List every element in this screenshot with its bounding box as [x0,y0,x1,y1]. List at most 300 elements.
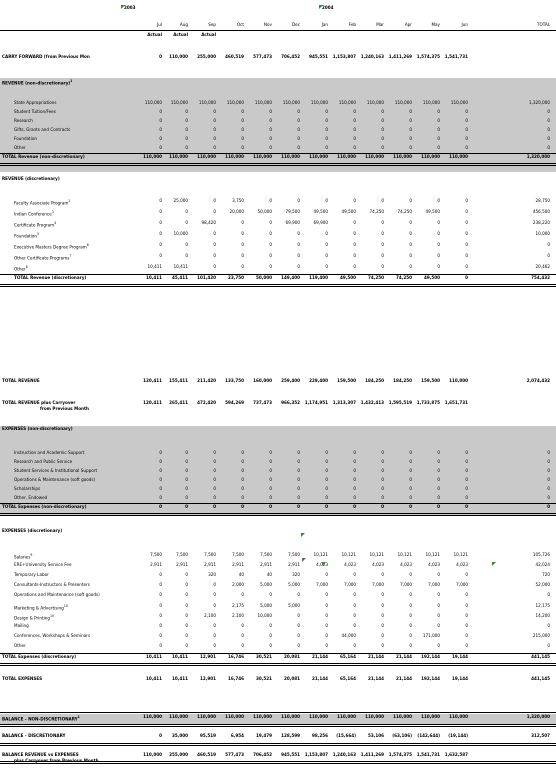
cell-jan: 0 [325,264,328,270]
month-header-may: May [431,23,440,28]
cell-mar: 1,240,163 [360,54,384,60]
cell-aug: 155,411 [169,378,188,384]
cell-jun: 1,651,731 [444,400,468,406]
cell-total: 0 [547,477,550,483]
cell-oct: 0 [241,486,244,492]
cell-total: 0 [547,495,550,501]
row-label [14,277,86,282]
year-2003: 2003 [124,6,136,11]
cell-sep: 0 [213,593,216,599]
month-header-mar: Mar [376,23,384,28]
cell-total: 312,507 [531,733,550,739]
cell-mar: 0 [381,634,384,640]
cell-jul: 0 [159,504,162,510]
cell-apr: 7,000 [400,583,412,589]
cell-total: 28,750 [535,198,550,204]
double-rule [0,163,556,166]
cell-oct: 0 [241,504,244,510]
cell-jun: 0 [465,450,468,456]
cell-nov: 110,000 [254,100,272,106]
cell-dec: 966,352 [281,400,300,406]
footnote-marker: 10 [63,603,68,608]
cell-jun: 0 [465,623,468,629]
cell-aug: 10,411 [173,264,188,270]
cell-may: 0 [437,253,440,259]
cell-nov: 30,521 [256,676,272,682]
cell-apr: 0 [409,486,412,492]
cell-oct: 2,000 [232,583,244,589]
row-label [14,138,37,143]
cell-mar: 0 [381,477,384,483]
cell-apr: 21,144 [396,654,412,660]
cell-nov: 110,000 [253,714,272,720]
footnote-marker: 3 [51,209,54,214]
cell-apr: 0 [409,459,412,465]
row-label [14,594,100,599]
cell-apr: 1,411,269 [388,54,412,60]
cell-feb: 0 [353,231,356,237]
cell-total: 12,175 [535,603,550,609]
cell-dec: 0 [297,504,300,510]
section-total-row [0,275,556,284]
cell-jan: 110,000 [310,100,328,106]
cell-dec: 320 [292,572,300,578]
double-rule [0,743,556,746]
balance-discretionary-row [0,733,556,742]
cell-mar: 0 [381,593,384,599]
cell-jul: 0 [159,593,162,599]
cell-jan: 119,400 [309,275,328,281]
cell-jan: 0 [325,593,328,599]
row-label-text: Other Certificate Programs [14,256,70,262]
cell-jun: 0 [465,264,468,270]
cell-mar: 7,000 [372,583,384,589]
cell-aug: 0 [185,242,188,248]
cell-sep: 0 [213,583,216,589]
cell-feb: 159,500 [337,378,356,384]
cell-aug: 0 [185,486,188,492]
cell-aug: 35,000 [172,733,188,739]
cell-apr: 0 [409,572,412,578]
cell-oct: 110,000 [225,154,244,160]
section-total-row [0,154,556,163]
row-label-text: Other [14,267,26,273]
cell-jan: 4,023 [316,562,328,568]
cell-jun: 10,121 [453,552,468,558]
cell-apr: 0 [409,136,412,142]
footnote-marker: 1 [70,78,73,83]
cell-jun: 0 [465,644,468,650]
row-label-text: Gifts, Grants and Contracts [14,127,71,133]
cell-total: 441,145 [531,654,550,660]
row-label-text: Indian Conference [14,212,52,218]
cell-total: 215,000 [532,634,550,640]
cell-jan: 0 [325,644,328,650]
month-header-jan: Jan [321,23,328,28]
cell-mar: 0 [381,264,384,270]
cell-jul: 0 [159,459,162,465]
cell-jul: 0 [159,54,162,60]
cell-feb: 65,164 [340,676,356,682]
cell-apr: 110,000 [393,714,412,720]
cell-nov: 0 [269,109,272,115]
row-label-text: Executive Masters Degree Program [14,245,87,251]
cell-aug: 0 [185,109,188,115]
cell-apr: 0 [409,468,412,474]
cell-jun: 0 [465,613,468,619]
row-label-text: Operations and Maintenance (soft goods) [14,593,100,599]
cell-jan: 21,144 [312,676,328,682]
section-total-row [0,654,556,663]
cell-aug: 0 [185,477,188,483]
cell-may: 0 [437,242,440,248]
cell-jun: 110,000 [449,714,468,720]
cell-feb: 0 [353,118,356,124]
cell-dec: 128,599 [281,733,300,739]
cell-mar: 0 [381,572,384,578]
cell-jun: 1,541,731 [444,54,468,60]
cell-jul: 0 [159,644,162,650]
line-item-row [0,572,556,581]
cell-jul: 110,000 [143,714,162,720]
row-label-text: Scholarships [14,486,41,492]
cell-sep: 211,420 [197,378,216,384]
cell-jan: 10,121 [313,552,328,558]
cell-comment-marker [319,5,323,9]
cell-jun: 0 [465,572,468,578]
cell-mar: 184,250 [365,378,384,384]
row-label-secondary: from Previous Month [40,407,89,412]
cell-jul: 0 [159,572,162,578]
cell-sep: 101,420 [197,275,216,281]
cell-feb: 0 [353,644,356,650]
cell-dec: 259,400 [281,378,300,384]
cell-may: 10,121 [425,552,440,558]
double-rule [0,513,556,516]
cell-nov: 50,000 [257,209,272,215]
cell-oct: 2,100 [232,613,244,619]
cell-sep: 0 [213,495,216,501]
cell-dec: 0 [297,623,300,629]
cell-aug: 45,411 [172,275,188,281]
cell-aug: 0 [185,209,188,215]
cell-jul: 0 [159,477,162,483]
cell-mar: 0 [381,109,384,115]
cell-apr: 0 [409,145,412,151]
line-item-row [0,477,556,486]
cell-nov: 40 [266,572,272,578]
cell-apr: 0 [409,242,412,248]
cell-jan: 0 [325,477,328,483]
cell-aug: 255,000 [169,752,188,758]
row-label [14,461,72,466]
row-label-text: Salaries [14,555,31,561]
cell-aug: 110,000 [169,154,188,160]
cell-jan: 0 [325,198,328,204]
row-label-text: Mailing [14,623,29,629]
cell-total: 0 [547,450,550,456]
line-item-row [0,136,556,145]
cell-sep: 0 [213,634,216,640]
cell-oct: 16,746 [228,654,244,660]
cell-mar: 21,144 [368,676,384,682]
cell-jun: 0 [465,209,468,215]
cell-nov: 0 [269,253,272,259]
cell-jul: 10,411 [147,264,162,270]
cell-dec: 0 [297,477,300,483]
cell-oct: 0 [241,136,244,142]
month-header-oct: Oct [236,23,244,28]
cell-jan: 0 [325,127,328,133]
cell-jul: 0 [159,109,162,115]
line-item-row [0,634,556,643]
row-label [2,80,72,87]
cell-total: 0 [547,459,550,465]
row-label-text: Design & Printing [14,616,51,622]
cell-nov: 0 [269,459,272,465]
section-title [0,78,556,87]
row-label-text: TOTAL Revenue (discretionary) [14,275,87,281]
cell-apr: 0 [409,264,412,270]
cell-aug: 0 [185,603,188,609]
row-label-text: CARRY FORWARD (from Previous Mon [2,54,90,60]
month-header-dec: Dec [292,23,300,28]
cell-may: 4,023 [428,562,440,568]
cell-dec: 110,000 [281,714,300,720]
row-label [14,147,26,152]
cell-oct: 40 [238,572,244,578]
cell-nov: 30,521 [256,654,272,660]
cell-mar: 74,250 [368,275,384,281]
cell-total: 456,500 [532,209,550,215]
cell-feb: 0 [353,109,356,115]
cell-apr: 0 [409,593,412,599]
cell-feb: 110,000 [338,100,356,106]
cell-mar: 0 [381,459,384,465]
cell-jan: 229,400 [309,378,328,384]
cell-oct: 460,519 [225,54,244,60]
cell-apr: 0 [409,118,412,124]
month-header-aug: Aug [179,23,188,28]
balance-nondiscretionary-row [0,714,556,724]
cell-total: 2,074,432 [526,378,550,384]
cell-total: 0 [547,127,550,133]
cell-sep: 0 [213,264,216,270]
cell-aug: 10,411 [172,676,188,682]
cell-feb: 1,313,307 [332,400,356,406]
cell-apr: 110,000 [393,154,412,160]
cell-aug: 0 [185,593,188,599]
cell-may: 159,500 [421,378,440,384]
row-label-text: EXPENSES (non-discretionary) [2,426,73,432]
cell-total: 0 [547,136,550,142]
cell-feb: 0 [353,459,356,465]
cell-aug: 0 [185,583,188,589]
cell-may: 49,500 [424,275,440,281]
cell-dec: 20,081 [284,654,300,660]
cell-nov: 0 [269,450,272,456]
cell-oct: 2,175 [232,603,244,609]
cell-may: 1,574,375 [416,54,440,60]
cell-jan: 0 [325,603,328,609]
cell-feb: 0 [353,127,356,133]
cell-oct: 110,000 [225,714,244,720]
cell-oct: 594,269 [225,400,244,406]
cell-oct: 16,746 [228,676,244,682]
row-label [14,266,28,273]
cell-jan: 0 [325,118,328,124]
cell-total: 238,220 [532,220,550,226]
double-rule [0,724,556,727]
cell-dec: 945,551 [281,752,300,758]
cell-feb: 0 [353,198,356,204]
row-label-text: REVENUE (discretionary) [2,176,60,182]
section-title [0,528,556,537]
footnote-marker: 7 [69,253,72,258]
cell-total: 0 [547,504,550,510]
cell-mar: 74,250 [369,209,384,215]
row-label-text: TOTAL Expenses (non-discretionary) [2,504,87,510]
cell-jun: 0 [465,127,468,133]
cell-nov: 0 [269,593,272,599]
cell-aug: 110,000 [170,100,188,106]
cell-dec: 0 [297,242,300,248]
cell-oct: 0 [241,623,244,629]
cell-may: 7,000 [428,583,440,589]
cell-jul: 0 [159,198,162,204]
cell-jan: 7,000 [316,583,328,589]
cell-mar: 0 [381,468,384,474]
cell-jul: 0 [159,583,162,589]
cell-oct: 6,954 [230,733,244,739]
cell-jun: 0 [465,198,468,204]
row-label-text: Consultants-Instructors & Presenters [14,583,90,589]
line-item-row [0,450,556,459]
cell-jul: 110,000 [143,154,162,160]
cell-mar: 0 [381,504,384,510]
line-item-row [0,220,556,229]
month-header-jul: Jul [157,23,162,28]
cell-aug: 110,000 [169,54,188,60]
cell-jan: 0 [325,459,328,465]
section-title [0,426,556,435]
cell-mar: 10,121 [369,552,384,558]
cell-aug: 110,000 [169,714,188,720]
cell-jan: 21,144 [312,654,328,660]
section-title [0,176,556,185]
cell-oct: 7,500 [232,552,244,558]
cell-feb: 10,121 [341,552,356,558]
line-item-row [0,623,556,632]
cell-nov: 0 [269,495,272,501]
cell-jun: 110,000 [450,100,468,106]
cell-jun: 4,023 [456,562,468,568]
line-item-row [0,459,556,468]
cell-apr: 0 [409,613,412,619]
cell-dec: 0 [297,450,300,456]
cell-sep: 110,000 [197,714,216,720]
cell-may: 0 [437,572,440,578]
cell-sep: 0 [213,644,216,650]
row-label-text: Other, Endowed [14,495,48,501]
cell-feb: 110,000 [337,154,356,160]
cell-jun: 0 [465,634,468,640]
cell-total: 0 [547,145,550,151]
cell-jan: 0 [325,468,328,474]
cell-dec: 0 [297,198,300,204]
cell-feb: 0 [353,486,356,492]
cell-jul: 110,000 [143,752,162,758]
cell-mar: 0 [381,145,384,151]
cell-oct: 0 [241,109,244,115]
footnote-marker: 9 [30,552,33,557]
cell-apr: 0 [409,634,412,640]
cell-jan: 0 [325,504,328,510]
cell-comment-marker [322,562,326,566]
cell-sep: 0 [213,136,216,142]
cell-jan: 945,551 [309,54,328,60]
row-label-text: BALANCE - NON-DISCRETIONARY [2,717,78,723]
row-label [14,488,40,493]
cell-jun: 0 [465,459,468,465]
cell-may: 0 [437,231,440,237]
cell-nov: 0 [269,145,272,151]
cell-jan: 1,174,951 [304,400,328,406]
cell-oct: 0 [241,220,244,226]
cell-may: 0 [437,220,440,226]
cell-total: 754,432 [531,275,550,281]
cell-apr: 0 [409,109,412,115]
cell-jun: 0 [465,468,468,474]
row-label [14,222,56,229]
cell-jun: 7,000 [456,583,468,589]
cell-jan: 0 [325,486,328,492]
cell-sep: 95,519 [200,733,216,739]
cell-aug: 25,000 [173,198,188,204]
cell-feb: 0 [353,623,356,629]
cell-apr: 0 [409,644,412,650]
cell-dec: 0 [297,264,300,270]
cell-sep: 460,519 [197,752,216,758]
cell-may: 0 [437,603,440,609]
line-item-row [0,486,556,495]
line-item-row [0,242,556,251]
status-actual: Actual [173,33,188,38]
cell-feb: 110,000 [337,714,356,720]
cell-sep: 0 [213,242,216,248]
cell-jan: 49,500 [313,209,328,215]
cell-dec: 706,452 [281,54,300,60]
cell-apr: (63,106) [392,733,412,739]
cell-oct: 0 [241,231,244,237]
cell-may: 0 [437,504,440,510]
status-actual: Actual [147,33,162,38]
cell-jun: 0 [465,593,468,599]
cell-mar: 0 [381,242,384,248]
cell-jul: 0 [159,495,162,501]
cell-feb: 1,153,807 [332,54,356,60]
total-revenue-row [0,378,556,387]
cell-jun: 1,632,587 [444,752,468,758]
cell-nov: 0 [269,477,272,483]
cell-sep: 0 [213,209,216,215]
cell-total: 0 [547,623,550,629]
cell-mar: 0 [381,603,384,609]
row-label [14,111,56,116]
cell-dec: 69,900 [285,220,300,226]
cell-sep: 98,420 [201,220,216,226]
cell-apr: 0 [409,450,412,456]
